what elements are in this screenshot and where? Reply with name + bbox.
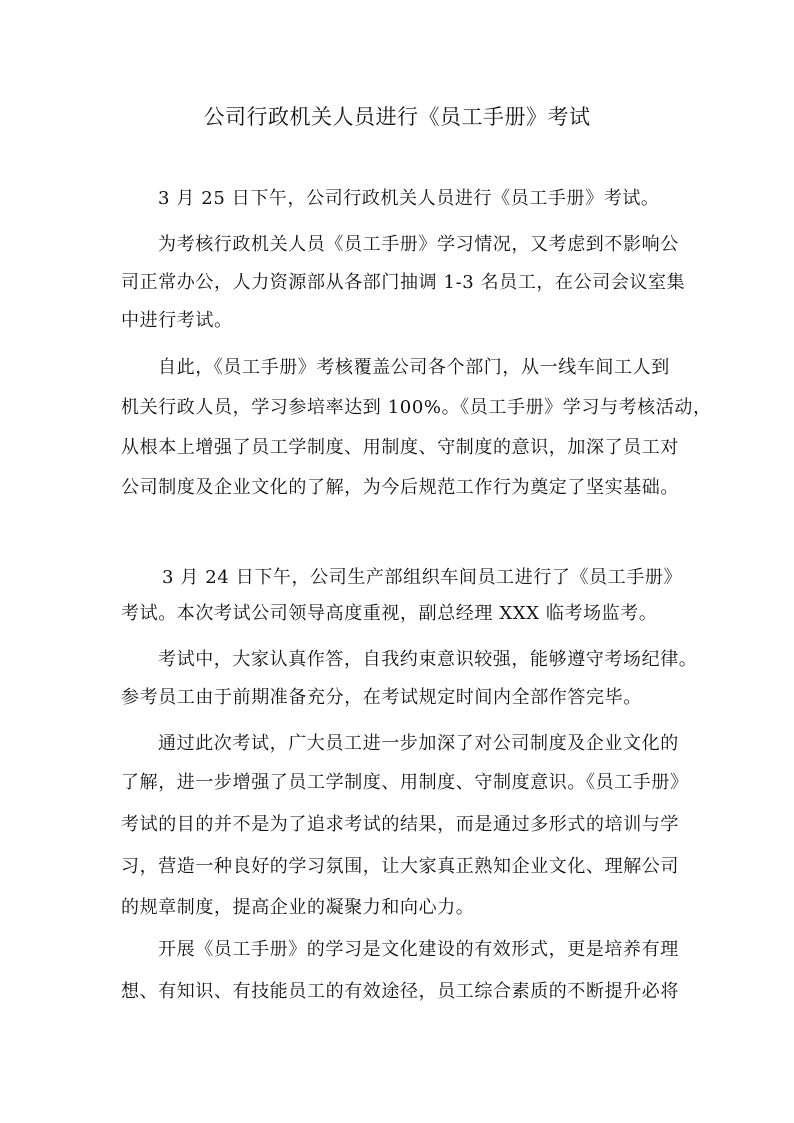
s1-p3-line-4: 公司制度及企业文化的了解，为今后规范工作行为奠定了坚实基础。 bbox=[121, 477, 679, 498]
s1-p3-line-1: 自此，《员工手册》考核覆盖公司各个部门，从一线车间工人到 bbox=[158, 357, 670, 378]
document-title: 公司行政机关人员进行《员工手册》考试 bbox=[203, 105, 591, 129]
s2-p2-line-1: 考试中，大家认真作答，自我约束意识较强，能够遵守考场纪律。 bbox=[158, 649, 698, 670]
s2-p4-line-2: 想、有知识、有技能员工的有效途径，员工综合素质的不断提升必将 bbox=[121, 981, 679, 1002]
s1-p2-line-2: 司正常办公，人力资源部从各部门抽调 1-3 名员工，在公司会议室集 bbox=[121, 272, 686, 293]
s2-p1-line-2: 考试。本次考试公司领导高度重视，副总经理 XXX 临考场监考。 bbox=[121, 603, 658, 624]
s2-p4-line-1: 开展《员工手册》的学习是文化建设的有效形式，更是培养有理 bbox=[158, 939, 679, 960]
s2-p3-line-1: 通过此次考试，广大员工进一步加深了对公司制度及企业文化的 bbox=[158, 733, 679, 754]
s1-p1-line-1: 3 月 25 日下午，公司行政机关人员进行《员工手册》考试。 bbox=[158, 188, 660, 209]
s2-p3-line-5: 的规章制度，提高企业的凝聚力和向心力。 bbox=[121, 897, 475, 918]
s1-p3-line-3: 从根本上增强了员工学制度、用制度、守制度的意识，加深了员工对 bbox=[121, 437, 679, 458]
s2-p3-line-2: 了解，进一步增强了员工学制度、用制度、守制度意识。《员工手册》 bbox=[121, 772, 689, 793]
s1-p3-line-2: 机关行政人员，学习参培率达到 100%。《员工手册》学习与考核活动， bbox=[121, 397, 712, 418]
s2-p2-line-2: 参考员工由于前期准备充分，在考试规定时间内全部作答完毕。 bbox=[121, 687, 642, 708]
s2-p3-line-4: 习，营造一种良好的学习氛围，让大家真正熟知企业文化、理解公司 bbox=[121, 856, 679, 877]
s1-p2-line-1: 为考核行政机关人员《员工手册》学习情况，又考虑到不影响公 bbox=[158, 234, 679, 255]
s2-p1-line-1: 3 月 24 日下午，公司生产部组织车间员工进行了《员工手册》 bbox=[162, 567, 683, 588]
s1-p2-line-3: 中进行考试。 bbox=[121, 310, 233, 331]
s2-p3-line-3: 考试的目的并不是为了追求考试的结果，而是通过多形式的培训与学 bbox=[121, 814, 679, 835]
